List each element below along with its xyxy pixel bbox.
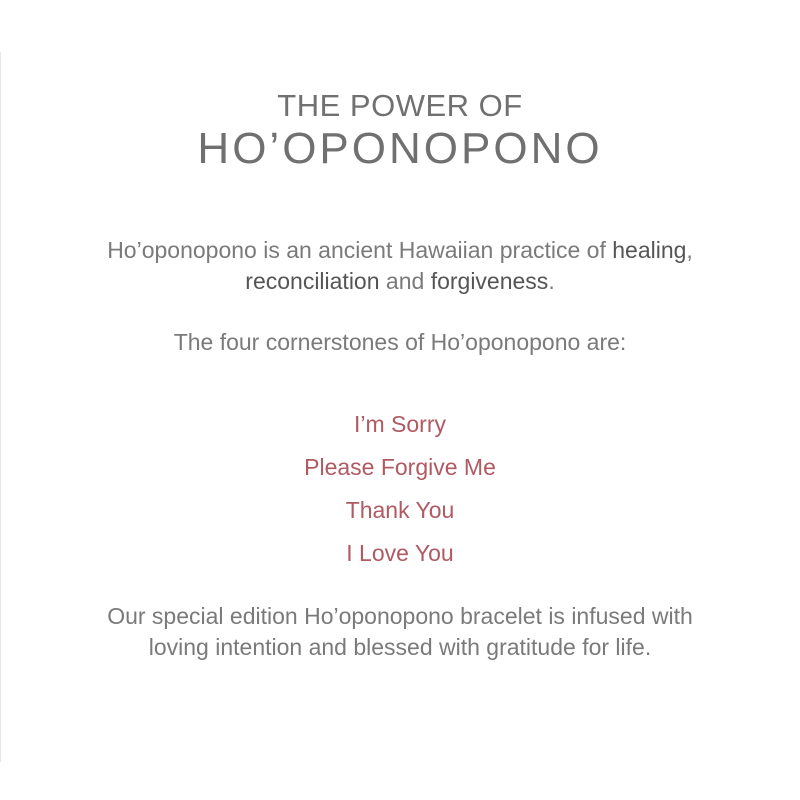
closing-line-1: Our special edition Ho’oponopono bracelet is infused with bbox=[107, 603, 693, 629]
cornerstones-intro: The four cornerstones of Ho’oponopono are: bbox=[173, 329, 627, 355]
cornerstones-list bbox=[0, 403, 800, 575]
content-block bbox=[0, 88, 800, 663]
intro-and: and bbox=[379, 268, 431, 294]
intro-period: . bbox=[548, 268, 555, 294]
highlight-healing: healing bbox=[612, 237, 687, 263]
phrase-please-forgive-me: Please Forgive Me bbox=[304, 454, 496, 480]
highlight-forgiveness: forgiveness bbox=[430, 268, 549, 294]
phrase-thank-you: Thank You bbox=[345, 497, 455, 523]
page-title: HO’OPONOPONO bbox=[197, 124, 603, 173]
title-top: THE POWER OF bbox=[277, 88, 523, 123]
highlight-reconciliation: reconciliation bbox=[245, 268, 380, 294]
phrase-im-sorry: I’m Sorry bbox=[354, 411, 446, 437]
intro-text: Ho’oponopono is an ancient Hawaiian practice of bbox=[107, 237, 613, 263]
phrase-i-love-you: I Love You bbox=[346, 540, 454, 566]
intro-paragraph bbox=[0, 235, 800, 297]
closing-line-2: loving intention and blessed with gratitude for life. bbox=[148, 634, 652, 660]
intro-comma: , bbox=[686, 237, 693, 263]
closing-paragraph bbox=[0, 601, 800, 663]
